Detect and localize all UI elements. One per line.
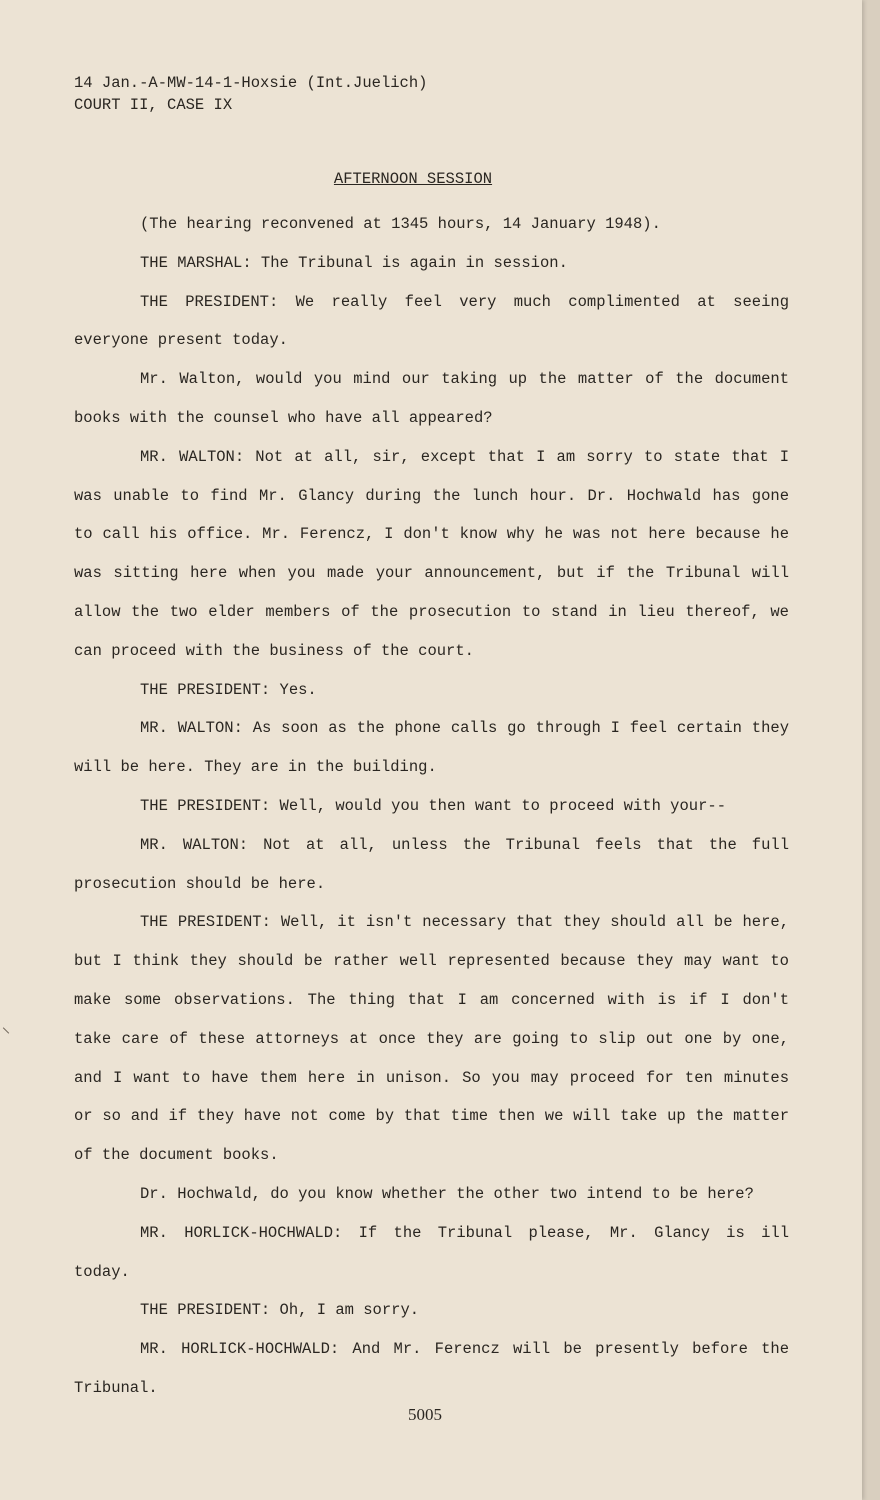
paragraph: THE PRESIDENT: Well, it isn't necessary that they should all be here, but I think they should be rather well represented because they may want to make some observations. The thing that I am concerned with is if I don't take care of these attorneys at once they are going to slip out one by one, and I want to have them here in unison. So you may proceed for ten minutes or so and if they have not come by that time then we will take up the matter of the document books. (74, 913, 789, 1165)
paragraph: (The hearing reconvened at 1345 hours, 14 January 1948). (140, 215, 661, 233)
paragraph: THE MARSHAL: The Tribunal is again in session. (140, 253, 568, 272)
paragraph: THE PRESIDENT: We really feel very much complimented at seeing everyone present today. (74, 292, 789, 350)
margin-mark (3, 1027, 9, 1033)
header-line-1: 14 Jan.-A-MW-14-1-Hoxsie (Int.Juelich) (74, 74, 428, 92)
paragraph: MR. WALTON: Not at all, sir, except that I am sorry to state that I was unable to find Mr. Glancy during the lunch hour. Dr. Hochwald has gone to call his office. Mr. Ferencz, I don't know why he was not here because he was sitting here when you made your announcement, but if the Tribunal will allow the two elder members of the prosecution to stand in lieu thereof, we can proceed with the business of the court. (74, 447, 789, 660)
header-line-2: COURT II, CASE IX (74, 96, 233, 114)
transcript-body (74, 205, 789, 1408)
paragraph: MR. WALTON: Not at all, unless the Tribunal feels that the full prosecution should be here. (74, 835, 789, 893)
paragraph: Mr. Walton, would you mind our taking up the matter of the document books with the counsel who have all appeared? (74, 370, 789, 427)
paragraph: THE PRESIDENT: Oh, I am sorry. (140, 1301, 420, 1320)
document-header (74, 72, 427, 116)
session-title: AFTERNOON SESSION (333, 170, 493, 188)
paragraph: THE PRESIDENT: Well, would you then want to proceed with your-- (140, 796, 726, 815)
paragraph: Dr. Hochwald, do you know whether the other two intend to be here? (140, 1184, 754, 1203)
paragraph: MR. HORLICK-HOCHWALD: And Mr. Ferencz will be presently before the Tribunal. (74, 1340, 789, 1397)
paragraph: MR. WALTON: As soon as the phone calls go through I feel certain they will be here. They are in the building. (74, 719, 789, 777)
page-number: 5005 (408, 1405, 442, 1424)
paragraph: THE PRESIDENT: Yes. (140, 680, 317, 699)
paragraph: MR. HORLICK-HOCHWALD: If the Tribunal please, Mr. Glancy is ill today. (74, 1223, 789, 1281)
